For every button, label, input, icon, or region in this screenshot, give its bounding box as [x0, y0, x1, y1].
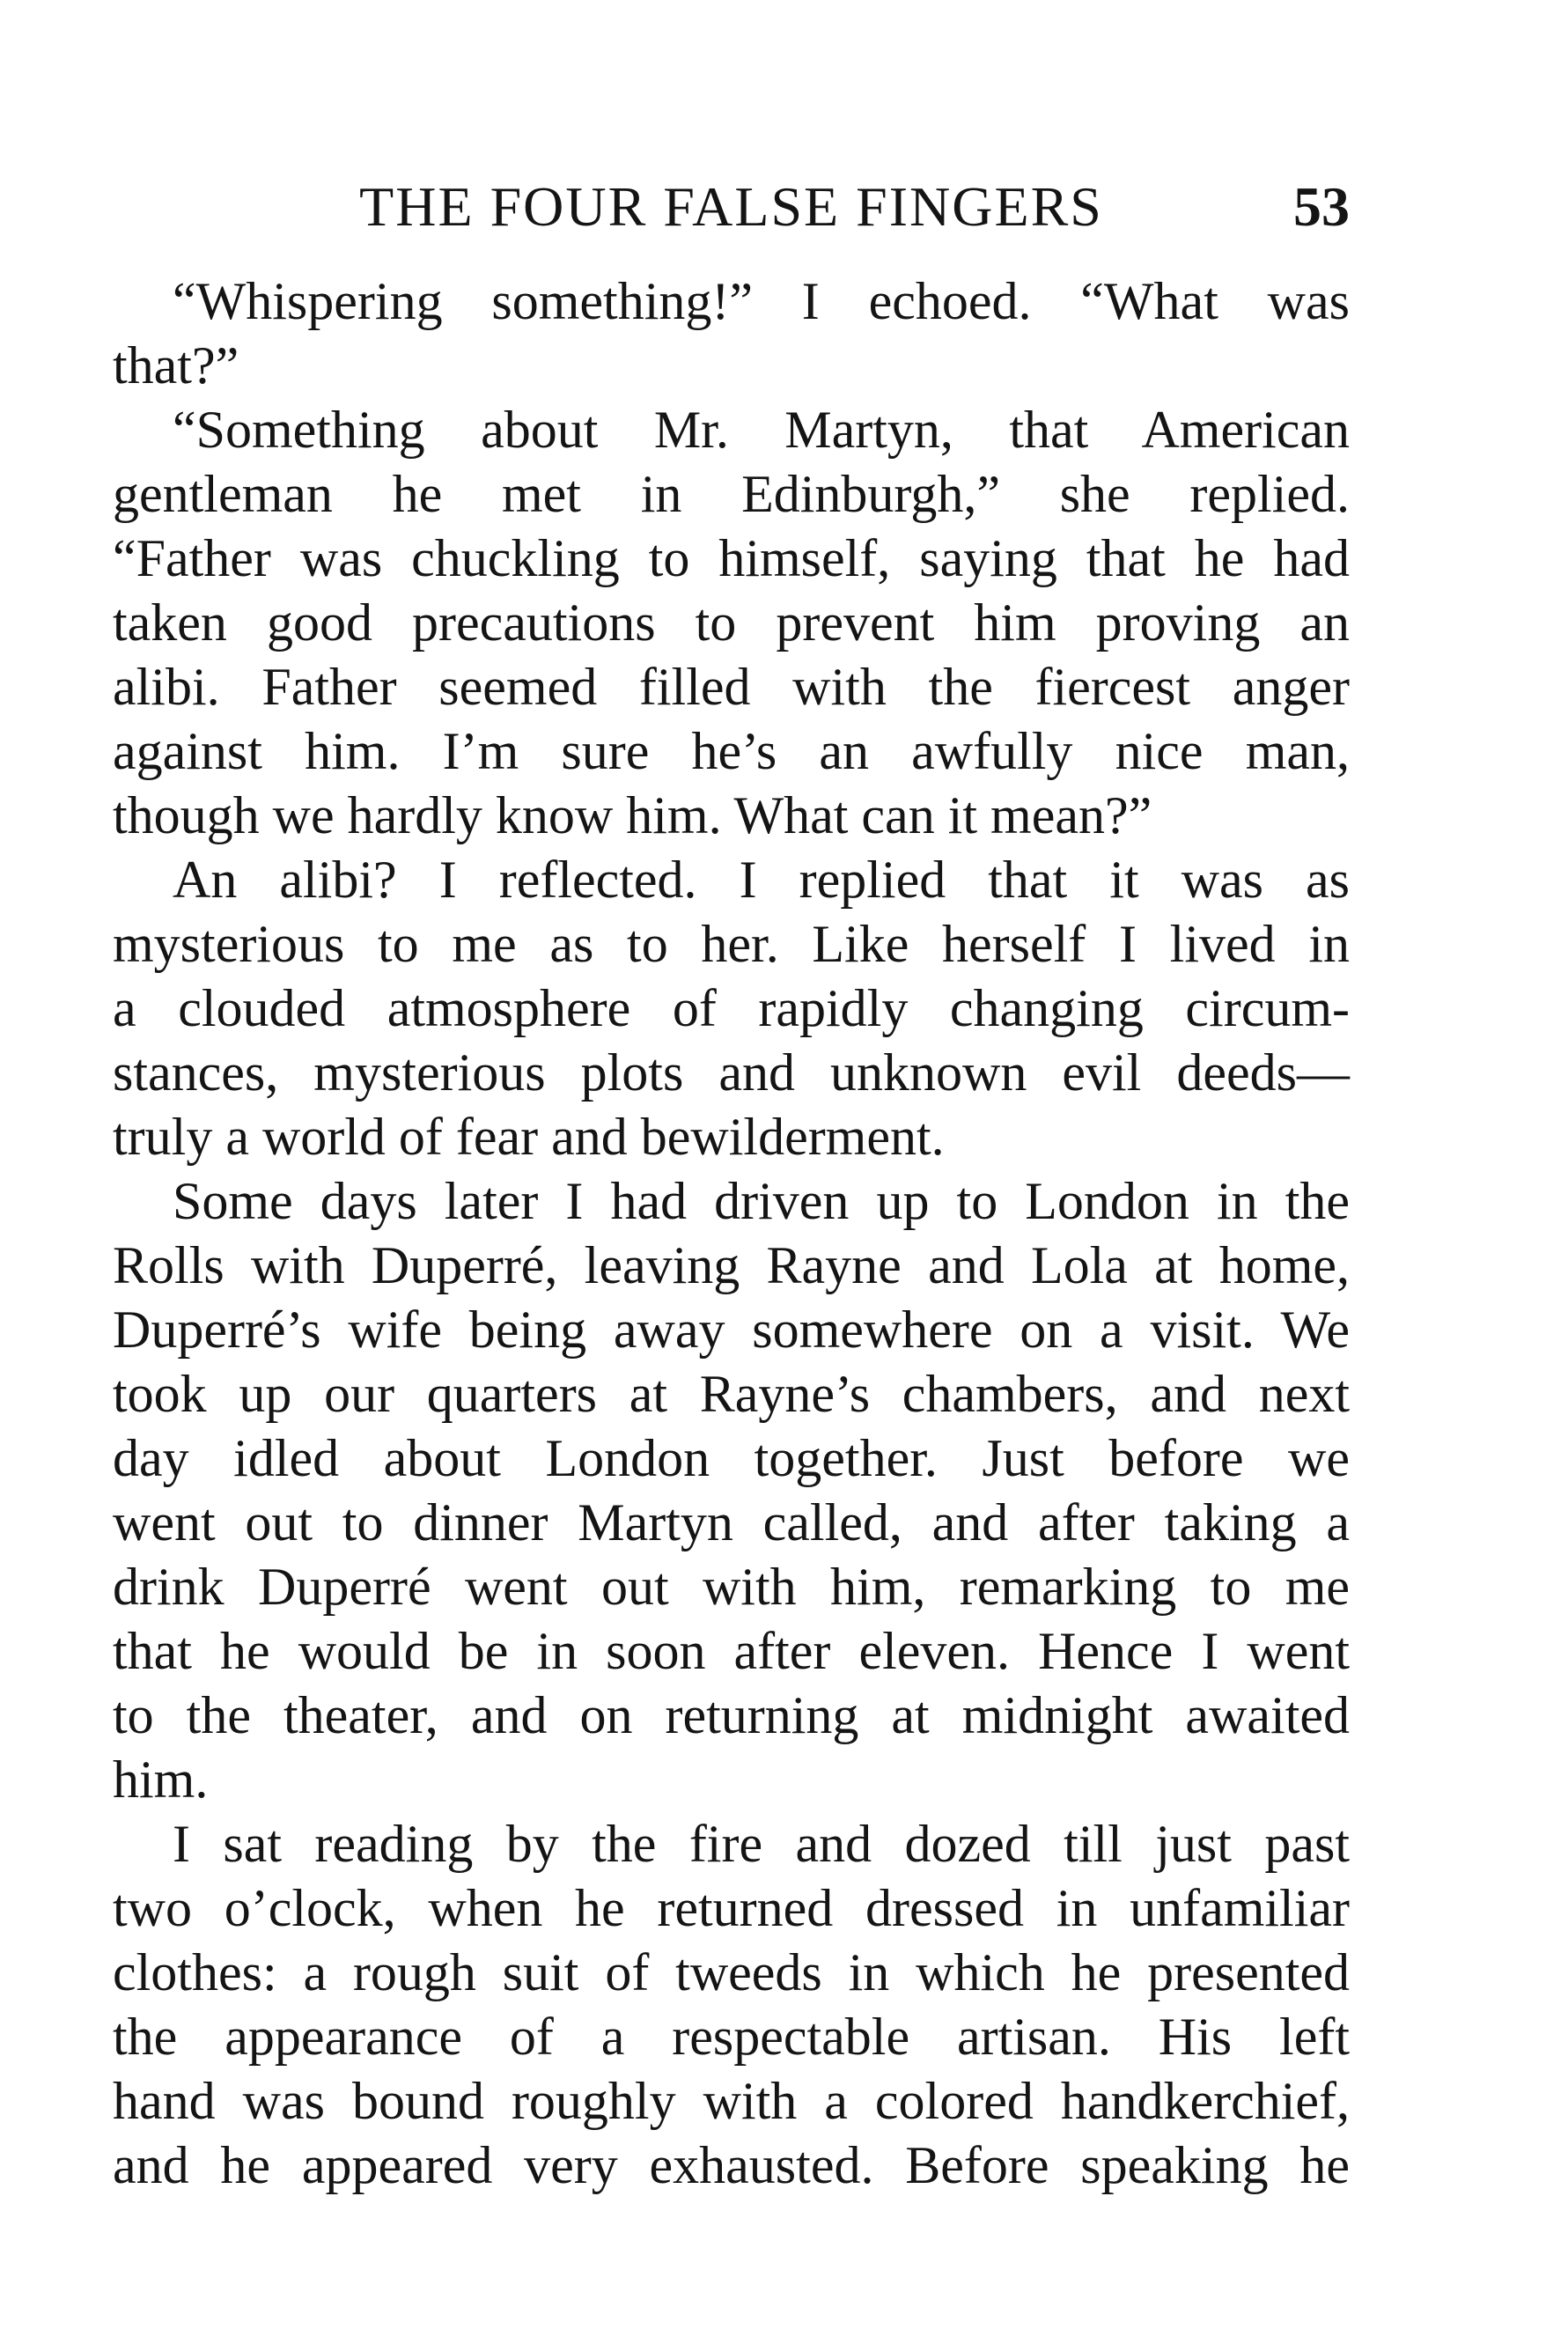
text-line: gentleman he met in Edinburgh,” she replied.: [113, 465, 1350, 523]
page-number: 53: [1293, 175, 1350, 238]
text-line: against him. I’m sure he’s an awfully nice man,: [113, 722, 1350, 780]
text-line: Duperré’s wife being away somewhere on a visit. We: [113, 1301, 1350, 1359]
page-header: [113, 167, 1350, 247]
text-line: Rolls with Duperré, leaving Rayne and Lola at home,: [113, 1236, 1350, 1294]
paragraph-4: [113, 1169, 1350, 1812]
text-line: “Father was chuckling to himself, saying that he had: [113, 529, 1350, 587]
text-line: hand was bound roughly with a colored handkerchief,: [113, 2072, 1350, 2130]
text-line: stances, mysterious plots and unknown evil deeds—: [113, 1043, 1350, 1102]
running-title: THE FOUR FALSE FINGERS: [359, 175, 1103, 238]
text-line: two o’clock, when he returned dressed in unfamiliar: [113, 1879, 1350, 1937]
text-line: “Whispering something!” I echoed. “What was: [173, 272, 1350, 330]
text-line: to the theater, and on returning at midnight awaited: [113, 1686, 1350, 1744]
text-line: alibi. Father seemed filled with the fiercest anger: [113, 658, 1350, 716]
text-line: him.: [113, 1750, 209, 1809]
paragraph-3: [113, 848, 1350, 1169]
text-line: that he would be in soon after eleven. Hence I went: [113, 1622, 1350, 1680]
paragraph-1: [113, 269, 1350, 398]
text-line: that?”: [113, 336, 239, 394]
text-line: taken good precautions to prevent him proving an: [113, 593, 1350, 652]
text-line: mysterious to me as to her. Like herself I lived in: [113, 915, 1350, 973]
text-line: drink Duperré went out with him, remarking to me: [113, 1558, 1350, 1616]
text-line: truly a world of fear and bewilderment.: [113, 1108, 945, 1166]
paragraph-5: [113, 1812, 1350, 2198]
text-line: clothes: a rough suit of tweeds in which he presented: [113, 1943, 1350, 2001]
text-line: a clouded atmosphere of rapidly changing circum-: [113, 979, 1350, 1037]
text-line: went out to dinner Martyn called, and after taking a: [113, 1493, 1350, 1551]
text-line: day idled about London together. Just before we: [113, 1429, 1350, 1487]
text-line: and he appeared very exhausted. Before speaking he: [113, 2136, 1350, 2194]
text-line: Some days later I had driven up to London in the: [173, 1172, 1350, 1230]
text-line: An alibi? I reflected. I replied that it was as: [173, 851, 1350, 909]
text-line: took up our quarters at Rayne’s chambers, and next: [113, 1365, 1350, 1423]
text-line: though we hardly know him. What can it mean?”: [113, 786, 1152, 844]
text-line: I sat reading by the fire and dozed till just past: [173, 1815, 1350, 1873]
paragraph-2: [113, 398, 1350, 848]
body-text: [113, 269, 1350, 2198]
text-line: the appearance of a respectable artisan. His left: [113, 2008, 1350, 2066]
text-line: “Something about Mr. Martyn, that American: [173, 401, 1350, 459]
